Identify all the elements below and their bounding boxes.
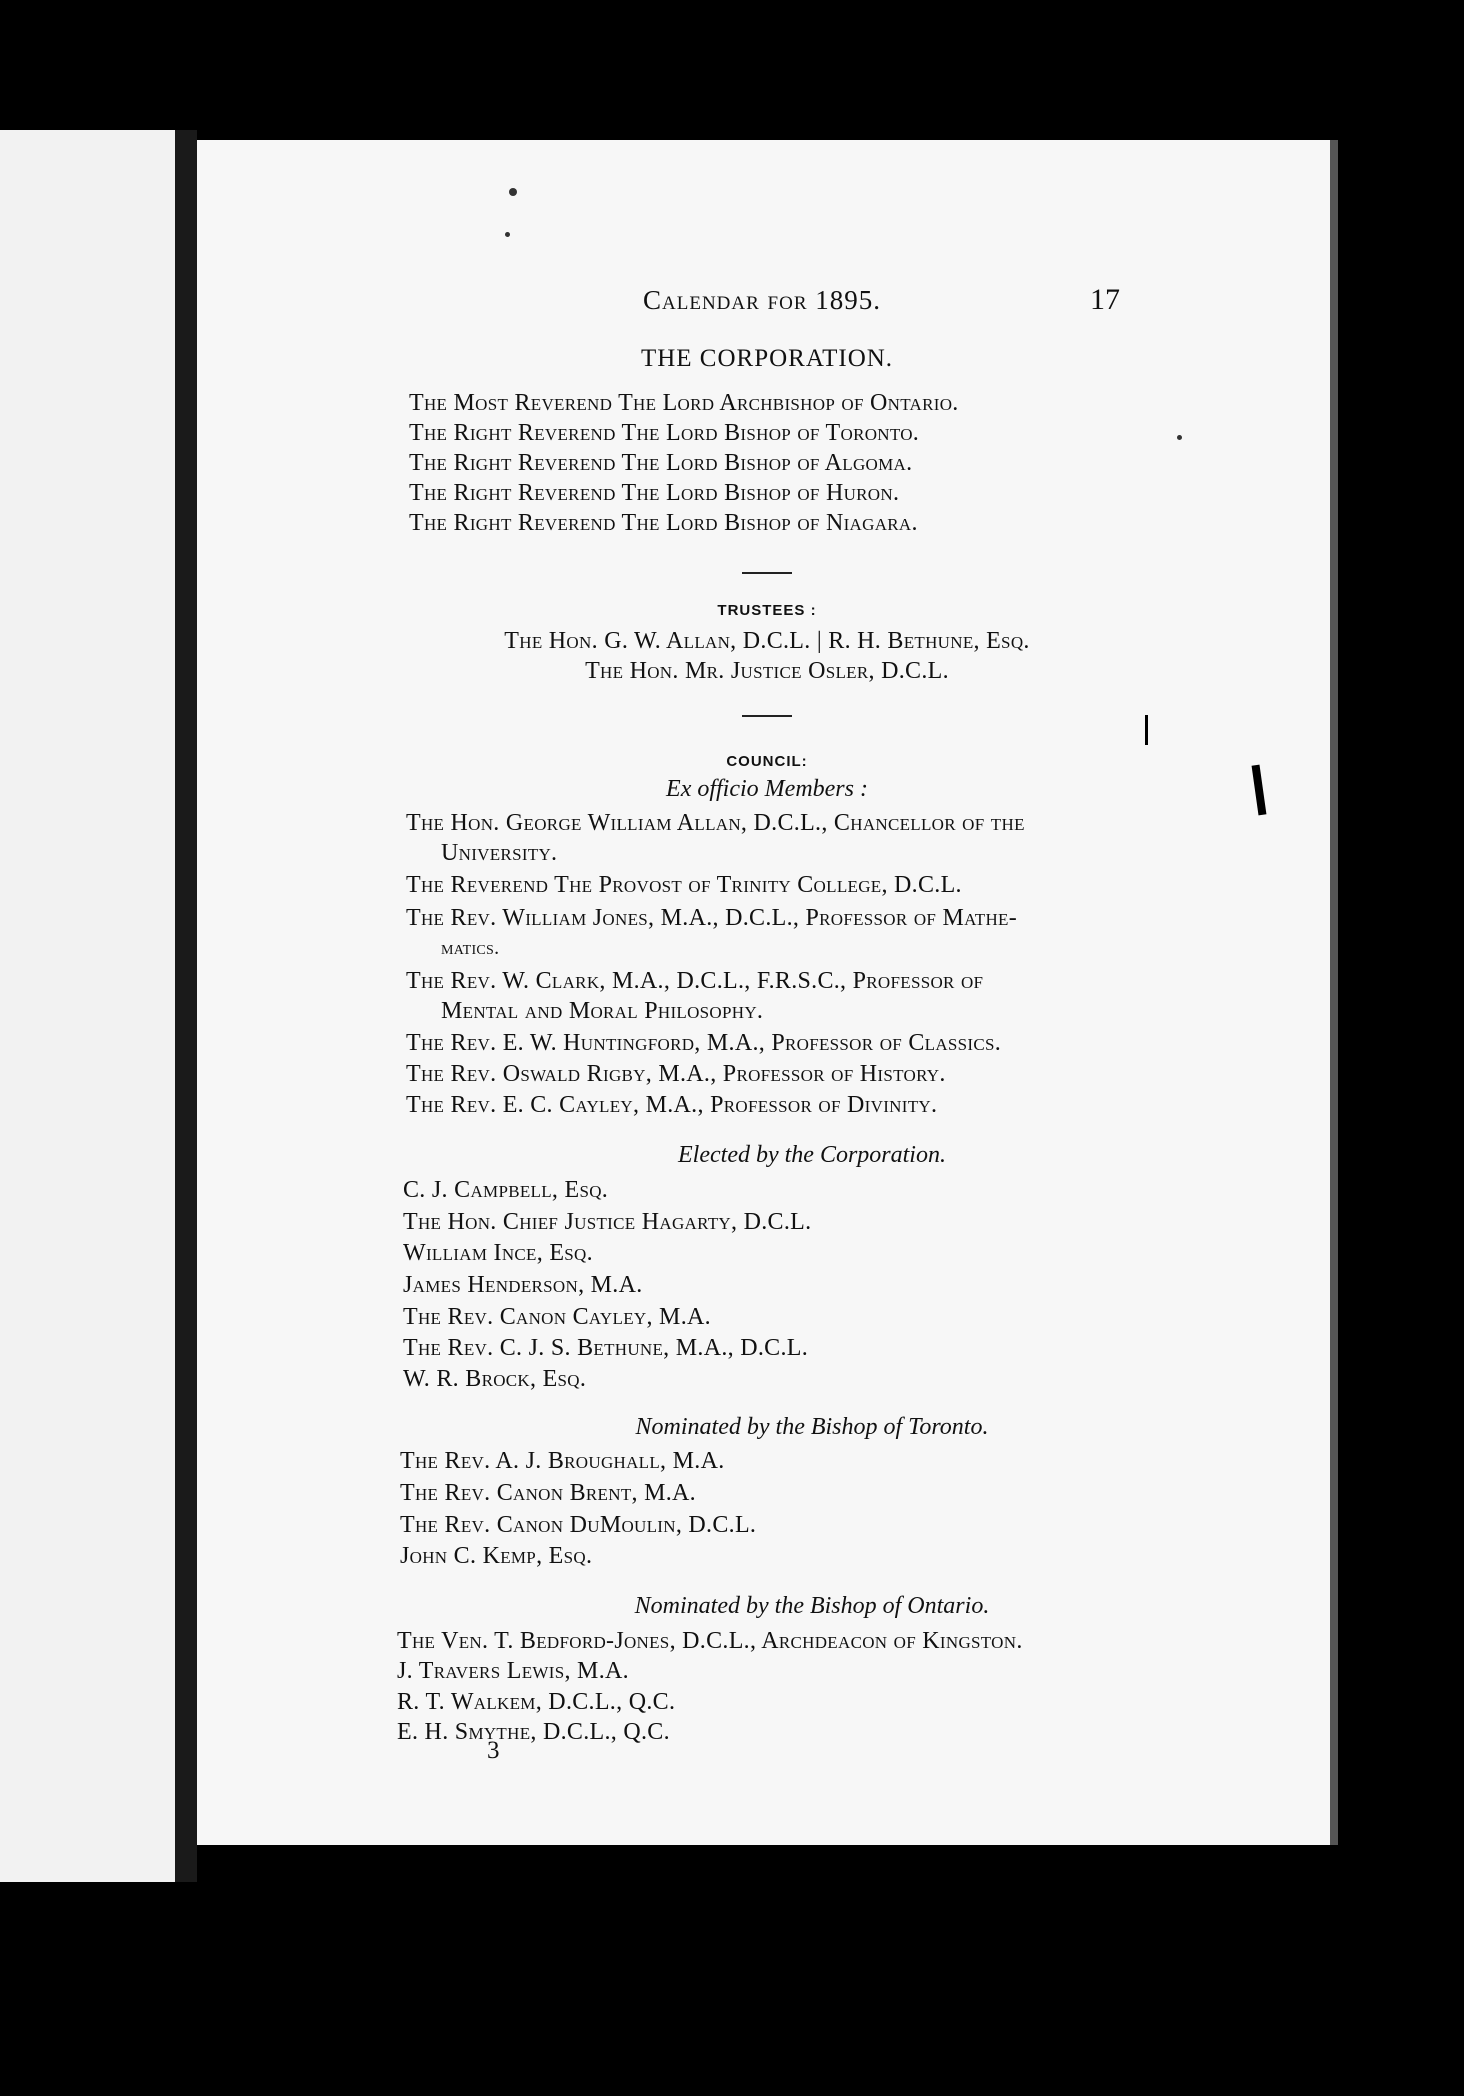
dust-speck [505, 232, 510, 237]
running-title: Calendar for 1895. [643, 285, 881, 315]
council-member: The Rev. Canon Cayley, M.A. [403, 1304, 711, 1330]
council-member-continued: Mental and Moral Philosophy. [441, 998, 764, 1024]
corporation-member: The Most Reverend The Lord Archbishop of Ontario. [409, 390, 959, 416]
book-gutter [175, 130, 197, 1882]
council-member: The Hon. George William Allan, D.C.L., Chancellor of the [406, 810, 1025, 836]
dust-speck [509, 188, 517, 196]
council-member: The Rev. C. J. S. Bethune, M.A., D.C.L. [403, 1335, 809, 1361]
trustees-label: TRUSTEES : [717, 602, 817, 619]
divider-rule [742, 572, 792, 574]
council-member: R. T. Walkem, D.C.L., Q.C. [397, 1689, 676, 1715]
divider-rule [742, 715, 792, 717]
page-edge-shadow [1330, 140, 1338, 1845]
council-member: The Rev. E. W. Huntingford, M.A., Professor of Classics. [406, 1030, 1002, 1056]
corporation-member: The Right Reverend The Lord Bishop of Niagara. [409, 510, 918, 536]
subsection-heading: Nominated by the Bishop of Ontario. [634, 1593, 990, 1619]
council-label: COUNCIL: [726, 753, 808, 770]
section-title: THE CORPORATION. [640, 345, 894, 372]
council-member: The Rev. Canon DuMoulin, D.C.L. [400, 1512, 757, 1538]
council-member: The Hon. Chief Justice Hagarty, D.C.L. [403, 1209, 812, 1235]
ink-mark [1145, 715, 1148, 745]
page-number: 17 [1090, 283, 1120, 316]
trustees-line: The Hon. Mr. Justice Osler, D.C.L. [585, 658, 949, 684]
council-member: James Henderson, M.A. [403, 1272, 643, 1298]
council-member-continued: matics. [441, 937, 500, 959]
council-member-continued: University. [441, 840, 558, 866]
council-member: The Reverend The Provost of Trinity College, D.C.L. [406, 872, 962, 898]
left-page-edge [0, 130, 175, 1882]
council-member: E. H. Smythe, D.C.L., Q.C. [397, 1719, 670, 1745]
dust-speck [1177, 435, 1182, 440]
council-member: The Rev. William Jones, M.A., D.C.L., Professor of Mathe- [406, 905, 1018, 931]
council-member: The Rev. Canon Brent, M.A. [400, 1480, 696, 1506]
council-member: C. J. Campbell, Esq. [403, 1177, 609, 1203]
corporation-member: The Right Reverend The Lord Bishop of Huron. [409, 480, 900, 506]
trustees-line: The Hon. G. W. Allan, D.C.L. | R. H. Bethune, Esq. [504, 628, 1030, 654]
document-page [197, 140, 1337, 1845]
corporation-member: The Right Reverend The Lord Bishop of Algoma. [409, 450, 913, 476]
council-member: The Rev. E. C. Cayley, M.A., Professor of Divinity. [406, 1092, 938, 1118]
council-member: William Ince, Esq. [403, 1240, 593, 1266]
corporation-member: The Right Reverend The Lord Bishop of Toronto. [409, 420, 920, 446]
council-member: John C. Kemp, Esq. [400, 1543, 593, 1569]
council-member: J. Travers Lewis, M.A. [397, 1658, 629, 1684]
subsection-heading: Nominated by the Bishop of Toronto. [635, 1414, 989, 1440]
subsection-heading: Elected by the Corporation. [678, 1142, 946, 1168]
council-member: The Rev. Oswald Rigby, M.A., Professor of History. [406, 1061, 946, 1087]
council-member: The Rev. A. J. Broughall, M.A. [400, 1448, 725, 1474]
council-member: The Ven. T. Bedford-Jones, D.C.L., Archdeacon of Kingston. [397, 1628, 1023, 1654]
printer-signature: 3 [487, 1737, 500, 1764]
council-member: W. R. Brock, Esq. [403, 1366, 587, 1392]
council-member: The Rev. W. Clark, M.A., D.C.L., F.R.S.C., Professor of [406, 968, 984, 994]
subsection-heading: Ex officio Members : [666, 776, 868, 802]
